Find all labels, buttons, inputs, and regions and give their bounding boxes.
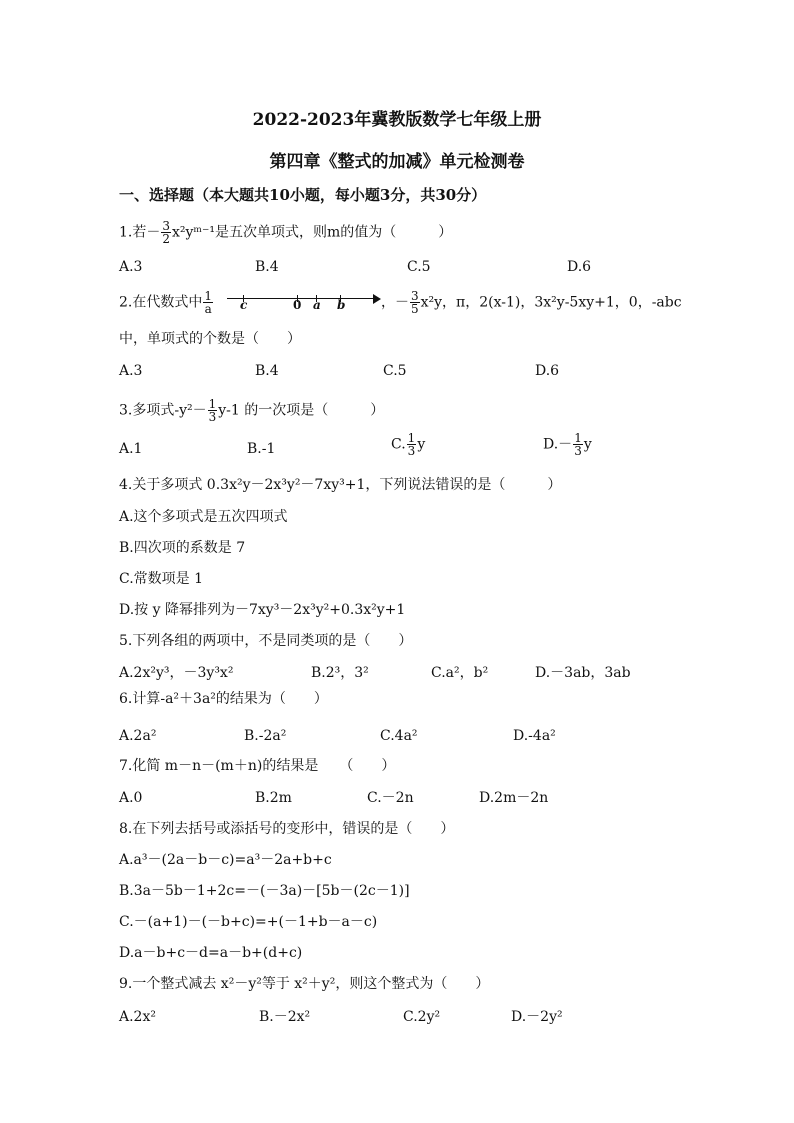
- label-zero: 0: [293, 298, 302, 312]
- q2-text: x²y，π，2(x-1)，3x²y-5xy+1，0，-abc: [420, 294, 682, 311]
- question-2-continued: [381, 290, 682, 315]
- q5-option-d: D.－3ab，3ab: [535, 665, 631, 681]
- q5-option-a: A.2x²y³，－3y³x²: [119, 665, 234, 681]
- q5-option-b: B.2³，3²: [311, 665, 369, 681]
- q2-prefix: 2.在代数式中: [119, 294, 203, 311]
- number-line-figure: [227, 289, 387, 311]
- label-a: a: [313, 298, 321, 312]
- q9-option-b: B.－2x²: [259, 1009, 311, 1025]
- q2-option-a: A.3: [119, 363, 143, 379]
- q8-option-d: D.a－b+c－d=a－b+(d+c): [119, 945, 303, 961]
- q3-option-a: A.1: [119, 441, 143, 457]
- number-line-arrow-icon: [373, 294, 381, 304]
- question-2: [119, 290, 214, 315]
- q1-option-d: D.6: [567, 259, 592, 275]
- q7-option-c: C.－2n: [367, 790, 414, 806]
- question-6: 6.计算-a²＋3a²的结果为（ ）: [119, 691, 328, 707]
- q2-option-c: C.5: [383, 363, 407, 379]
- q1-text: x²yᵐ⁻¹是五次单项式，则m的值为（ ）: [172, 224, 453, 241]
- q9-option-d: D.－2y²: [511, 1009, 563, 1025]
- q8-option-b: B.3a－5b－1+2c=－(－3a)－[5b－(2c－1)]: [119, 883, 410, 899]
- q2-line-2: 中，单项式的个数是（ ）: [119, 331, 301, 347]
- q1-prefix: 1.若－: [119, 224, 161, 241]
- q3-fraction: $\frac{1}{3}$: [208, 397, 217, 424]
- q9-option-a: A.2x²: [119, 1009, 156, 1025]
- q3-option-b: B.-1: [247, 441, 276, 457]
- q7-option-d: D.2m－2n: [479, 790, 549, 806]
- q2-fraction-1-a: $\frac{1}{a}$: [204, 289, 212, 316]
- q9-option-c: C.2y²: [403, 1009, 441, 1025]
- q6-option-a: A.2a²: [119, 728, 157, 744]
- page-subtitle: 第四章《整式的加减》单元检测卷: [269, 152, 525, 172]
- q7-option-b: B.2m: [255, 790, 292, 806]
- q6-option-d: D.-4a²: [513, 728, 556, 744]
- label-b: b: [337, 298, 346, 312]
- q8-option-c: C.－(a+1)－(－b+c)=+(－1+b－a－c): [119, 914, 378, 930]
- q6-option-b: B.-2a²: [244, 728, 287, 744]
- q7-option-a: A.0: [119, 790, 143, 806]
- q3-text: y-1 的一次项是（ ）: [218, 402, 385, 419]
- q1-option-c: C.5: [407, 259, 431, 275]
- q1-option-b: B.4: [255, 259, 279, 275]
- question-4: 4.关于多项式 0.3x²y－2x³y²－7xy³+1，下列说法错误的是（ ）: [119, 477, 562, 493]
- question-9: 9.一个整式减去 x²－y²等于 x²＋y²，则这个整式为（ ）: [119, 976, 490, 992]
- question-5: 5.下列各组的两项中，不是同类项的是（ ）: [119, 633, 413, 649]
- q2-option-d: D.6: [535, 363, 560, 379]
- q3-prefix: 3.多项式-y²－: [119, 402, 207, 419]
- question-3: [119, 398, 384, 423]
- section-heading: 一、选择题（本大题共10小题，每小题3分，共30分）: [119, 186, 487, 204]
- q3-option-d: D.－ $\frac{1}{3}$ y: [543, 431, 592, 458]
- q1-fraction: $\frac{3}{2}$: [162, 219, 170, 246]
- q4-option-d: D.按 y 降幂排列为－7xy³－2x³y²+0.3x²y+1: [119, 602, 406, 618]
- question-7: 7.化简 m－n－(m＋n)的结果是 （ ）: [119, 758, 396, 774]
- q4-option-b: B.四次项的系数是 7: [119, 540, 246, 556]
- question-8: 8.在下列去括号或添括号的变形中，错误的是（ ）: [119, 821, 455, 837]
- page-title: 2022-2023年冀教版数学七年级上册: [252, 110, 542, 130]
- q2-option-b: B.4: [255, 363, 279, 379]
- q1-option-a: A.3: [119, 259, 143, 275]
- q3-option-c: C. $\frac{1}{3}$ y: [391, 431, 426, 458]
- question-1: [119, 220, 452, 245]
- q5-option-c: C.a²，b²: [431, 665, 489, 681]
- q6-option-c: C.4a²: [380, 728, 418, 744]
- q2-fraction-3-5: $\frac{3}{5}$: [411, 289, 419, 316]
- q8-option-a: A.a³－(2a－b－c)=a³－2a+b+c: [119, 852, 332, 868]
- q4-option-c: C.常数项是 1: [119, 571, 204, 587]
- label-c: c: [240, 298, 248, 312]
- q4-option-a: A.这个多项式是五次四项式: [119, 509, 288, 525]
- q2-mid: ，－: [381, 294, 409, 311]
